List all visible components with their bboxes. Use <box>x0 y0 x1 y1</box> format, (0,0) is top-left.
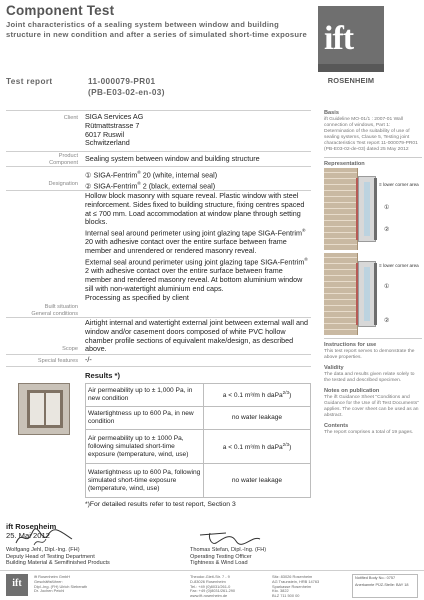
footer-bank <box>272 575 319 599</box>
footer-line: Geschäftsführer: <box>34 578 63 584</box>
notes-text: The ift Guidance Sheet "Conditions and Guidance for the Use of ift Test Documents" applies. The cover sheet can be used as an abstract. <box>324 395 419 418</box>
signature-1-role2: Building Material & Semifinished Products <box>6 560 110 567</box>
component-label-text: Component <box>49 159 78 166</box>
results-heading: Results *) <box>85 371 121 380</box>
result-value-sup: 2/3 <box>282 441 290 447</box>
report-block <box>6 77 165 97</box>
masonry-icon <box>324 168 358 250</box>
built-3a: External seal around perimeter using joint glazing tape SIGA-Fentrim <box>85 257 305 267</box>
result-value-text: no water leakage <box>231 414 283 421</box>
contents-text: The report comprises a total of 19 pages. <box>324 430 414 435</box>
marker-2: ② <box>384 227 390 233</box>
result-value-sup: 2/3 <box>282 390 290 396</box>
contents-title: Contents <box>324 423 349 429</box>
product-label: Product <box>58 153 78 159</box>
certification-box <box>352 574 418 598</box>
page-title: Component Test <box>6 3 115 18</box>
designation-2-sup: ® <box>137 181 141 187</box>
signature-2-role1: Operating Testing Officer <box>190 553 252 560</box>
special-value: -/- <box>85 355 92 364</box>
result-value <box>204 407 311 430</box>
external-seal-icon <box>374 178 377 240</box>
result-test: Air permeability up to ± 1,000 Pa, in new condition <box>86 384 204 407</box>
result-value-text: a < 0.1 m³/m h daPa <box>222 444 283 452</box>
result-test: Watertightness up to 600 Pa, in new condition <box>86 407 204 430</box>
designation-1-num: ① <box>85 170 92 180</box>
built-3sup: ® <box>304 256 308 262</box>
scope-row <box>6 317 311 354</box>
basis-text: ift Guideline MO-01/1 : 2007-01 Wall connection of windows, Part 1: Determination of the suitability of use of sealing systems, Clause 5, Testing joint characteristics Test report 11-000079-PR01 (PB-E03-02-de-03) dated 25 May 2012 <box>324 117 418 152</box>
client-line: SIGA Services AG <box>85 112 144 121</box>
org-name: ift Rosenheim <box>6 522 57 531</box>
component-value: Sealing system between window and building structure <box>85 154 260 163</box>
built-row <box>6 190 311 317</box>
results-footnote: *)For detailed results refer to test report, Section 3 <box>85 501 236 508</box>
window-thumbnail <box>18 383 70 435</box>
conditions-value: Processing as specified by client <box>85 292 189 302</box>
built-2b: 20 with adhesive contact over the entire surface between frame member and unrendered or rendered masonry reveal. <box>85 237 287 256</box>
client-line: Rütmattstrasse 7 <box>85 120 140 130</box>
footer-line: D-83026 Rosenheim <box>190 578 226 584</box>
footer-line: Dipl.-Ing. (FH) Ulrich Sieberath <box>34 583 88 589</box>
built-3b: 2 with adhesive contact over the entire surface between frame member and rendered masonry reveal. At bottom aluminium window sill with non-watertight aluminium end caps. <box>85 266 303 293</box>
signature-1-icon <box>12 527 82 549</box>
result-value-text: a < 0.1 m³/m h daPa <box>222 392 283 400</box>
marker-1: ① <box>384 284 390 290</box>
result-value <box>204 464 311 498</box>
ift-logo <box>318 6 384 94</box>
result-value <box>204 430 311 464</box>
designation-value <box>85 167 311 191</box>
sidebar-divider <box>324 157 422 158</box>
report-number: 11-000079-PR01 <box>88 77 156 86</box>
table-row <box>86 464 311 498</box>
table-row <box>86 430 311 464</box>
glazing-icon <box>364 182 370 236</box>
footer-line: Kto. 3822 <box>272 588 289 594</box>
scope-label: Scope <box>62 346 78 352</box>
glazing-icon <box>364 267 370 321</box>
basis-title: Basis <box>324 110 339 116</box>
designation-1 <box>85 169 311 180</box>
built-2a: Internal seal around perimeter using joint glazing tape SIGA-Fentrim <box>85 228 302 238</box>
marker-1: ① <box>384 205 390 211</box>
built-2sup: ® <box>301 228 306 234</box>
designation-label: Designation <box>48 181 78 187</box>
footer-line: Theodor-Gietl-Str. 7 - 9 <box>190 574 230 579</box>
designation-2-num: ② <box>85 181 92 191</box>
scope-value: Airtight internal and watertight external joint between external wall and window and/or casement doors composed of white PVC hollow chamber profile sections of equivalent make/design, as described above. <box>85 318 308 354</box>
footer-address <box>190 575 235 599</box>
instructions-text: This test report serves to demonstrate the above properties. <box>324 349 415 360</box>
designation-1-name: SIGA-Fentrim <box>93 170 138 180</box>
signature-block-2 <box>190 547 266 567</box>
signature-2-name: Thomas Stefan, Dipl.-Ing. (FH) <box>190 547 267 553</box>
footer-company <box>34 575 87 594</box>
report-label: Test report <box>6 77 53 86</box>
designation-2-desc: 2 (black, external seal) <box>140 181 216 191</box>
results-row <box>6 366 311 518</box>
component-row <box>6 151 311 166</box>
marker-2: ② <box>384 318 390 324</box>
footer-line: ift Rosenheim GmbH <box>34 574 71 579</box>
masonry-icon <box>324 253 358 335</box>
drawing-bottom <box>324 253 420 335</box>
result-value-end: ) <box>289 392 292 400</box>
report-sub: (PB-E03-02-en-03) <box>88 88 165 97</box>
built-label <box>6 304 78 317</box>
component-label <box>6 153 78 166</box>
notes-title: Notes on publication <box>324 388 380 394</box>
client-line: 6017 Ruswil <box>85 129 125 139</box>
built-label-text: Built situation <box>44 304 78 310</box>
footer-line: Tel.: +49 (0)8031/261-0 <box>190 583 231 589</box>
footer-logo: ift <box>6 574 28 596</box>
logo-bar <box>318 64 384 72</box>
designation-1-desc: 20 (white, internal seal) <box>140 170 218 180</box>
signature-1-name: Wolfgang Jehl, Dipl.-Ing. (FH) <box>6 547 80 553</box>
result-value-end: ) <box>289 444 292 452</box>
built-para-1: Hollow block masonry with square reveal. Plastic window with steel reinforcement. Sides fixed to building structure, fixing centres spaced at ≤ 700 mm. Load accommodation at window plane through setting blocks. <box>85 191 305 227</box>
window-pane <box>27 390 63 428</box>
logo-box <box>318 6 384 72</box>
representation-title: Representation <box>324 161 365 167</box>
special-label: Special features <box>37 358 78 364</box>
page-subtitle: Joint characteristics of a sealing system between window and building structure in new condition and after a series of simulated short-time exposure <box>6 20 307 39</box>
results-table <box>85 383 311 498</box>
main-content <box>6 110 311 518</box>
built-value <box>85 191 311 302</box>
footer-line: www.ift-rosenheim.de <box>190 593 228 599</box>
lower-corner-tag: ≡ lower corner area <box>379 263 419 268</box>
issue-date: 25. Mai 2012 <box>6 531 50 541</box>
result-test: Air permeability up to ± 1000 Pa, following simulated short-time exposure (temperature, wind, use) <box>86 430 204 464</box>
footer-line: Sparkasse Rosenheim <box>272 583 312 589</box>
signature-2-icon <box>196 527 266 549</box>
signature-2-role2: Tightness & Wind Load <box>190 560 248 567</box>
validity-text: The data and results given relate solely to the tested and described specimen. <box>324 372 415 383</box>
special-row <box>6 354 311 366</box>
footer-line: AG Traunstein, HRB 14763 <box>272 578 320 584</box>
external-seal-icon <box>374 263 377 325</box>
logo-letters: ift <box>324 20 354 57</box>
designation-row <box>6 166 311 190</box>
built-para-2 <box>85 227 311 256</box>
logo-name: ROSENHEIM <box>327 76 375 85</box>
result-value-text: no water leakage <box>231 476 283 484</box>
lower-corner-tag: ≡ lower corner area <box>379 182 419 187</box>
client-line: Schwitzerland <box>85 138 130 148</box>
result-value <box>204 384 311 407</box>
signature-block-1 <box>6 547 110 567</box>
table-row <box>86 384 311 407</box>
sidebar <box>324 110 422 440</box>
result-test: Watertightness up to 600 Pa, following simulated short-time exposure (temperature, wind, use) <box>86 464 204 498</box>
conditions-label: General conditions <box>31 310 78 317</box>
designation-1-sup: ® <box>137 170 141 175</box>
footer-line: Fax: +49 (0)8031/261-290 <box>190 588 236 594</box>
validity-title: Validity <box>324 365 344 371</box>
client-label: Client <box>63 115 78 121</box>
cert-line: Notified Body No.: 0757 <box>355 576 396 580</box>
sidebar-divider <box>324 338 422 339</box>
signature-1-role1: Deputy Head of Testing Department <box>6 553 95 560</box>
footer-line: Dr. Jochen Peichl <box>34 588 65 594</box>
built-para-3 <box>85 256 311 294</box>
client-value <box>85 111 311 148</box>
page-footer <box>0 570 424 600</box>
footer-line: Sitz: 83026 Rosenheim <box>272 574 313 579</box>
table-row <box>86 407 311 430</box>
drawing-top <box>324 168 420 250</box>
cert-line: Anerkannte PÜZ-Stelle: BAY 18 <box>355 582 409 587</box>
footer-line: BLZ 711 500 00 <box>272 593 300 599</box>
instructions-title: Instructions for use <box>324 342 377 348</box>
designation-2-name: SIGA-Fentrim <box>93 181 138 191</box>
client-row <box>6 110 311 151</box>
